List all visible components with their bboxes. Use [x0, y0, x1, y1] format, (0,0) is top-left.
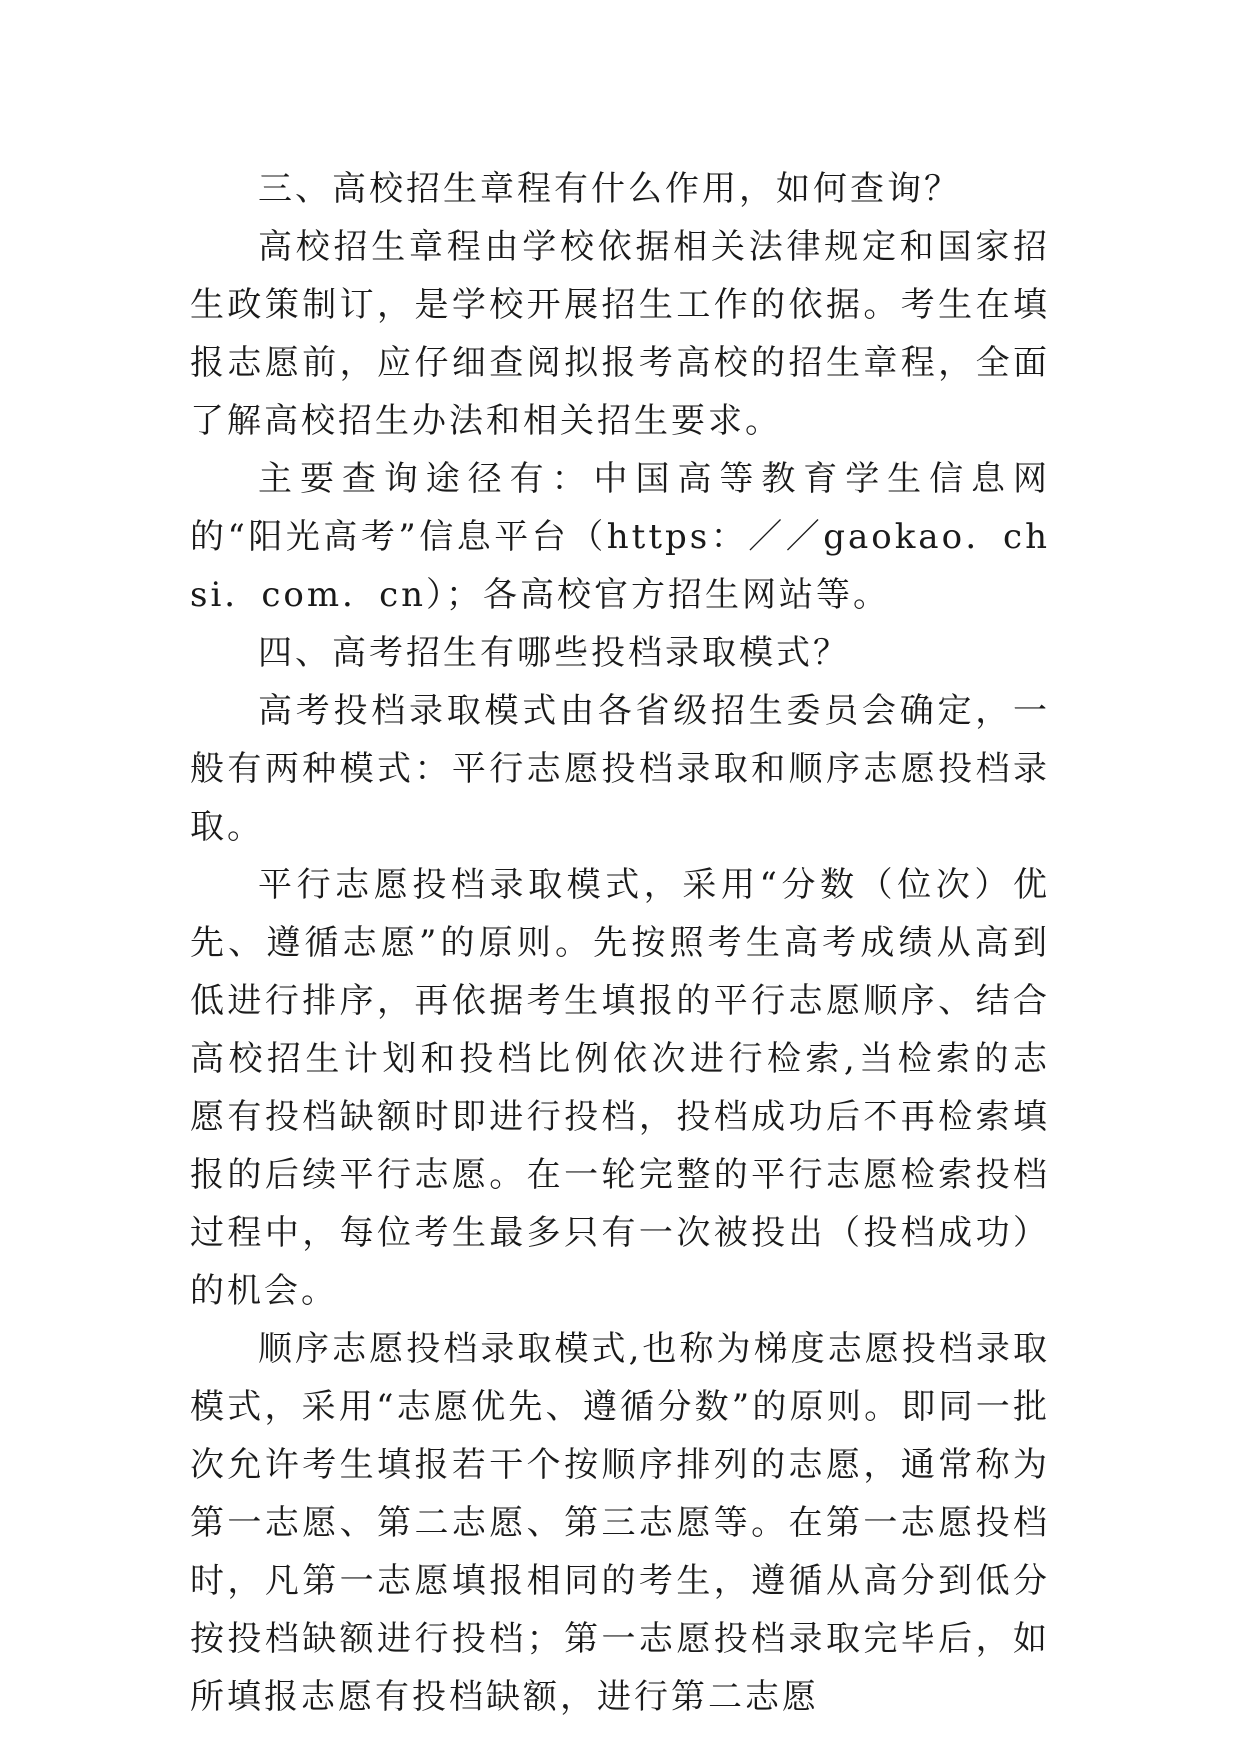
paragraph-parallel-mode: 平行志愿投档录取模式，采用“分数（位次）优先、遵循志愿”的原则。先按照考生高考成绩从高到低进行排序，再依据考生填报的平行志愿顺序、结合高校招生计划和投档比例依次进行检索,当检索的志愿有投档缺额时即进行投档，投档成功后不再检索填报的后续平行志愿。在一轮完整的平行志愿检索投档过程中，每位考生最多只有一次被投出（投档成功）的机会。 — [190, 865, 1050, 1311]
section-heading-3: 三、高校招生章程有什么作用，如何查询？ — [258, 169, 961, 209]
document-body — [190, 160, 1050, 1726]
paragraph-admission-charter: 高校招生章程由学校依据相关法律规定和国家招生政策制订，是学校开展招生工作的依据。考生在填报志愿前，应仔细查阅拟报考高校的招生章程，全面了解高校招生办法和相关招生要求。 — [190, 227, 1050, 441]
paragraph-query-channels: 主要查询途径有：中国高等教育学生信息网的“阳光高考”信息平台（https：／／gaokao．chsi．com．cn）；各高校官方招生网站等。 — [190, 459, 1050, 615]
paragraph-admission-modes: 高考投档录取模式由各省级招生委员会确定，一般有两种模式：平行志愿投档录取和顺序志愿投档录取。 — [190, 691, 1050, 847]
paragraph-sequential-mode: 顺序志愿投档录取模式,也称为梯度志愿投档录取模式，采用“志愿优先、遵循分数”的原则。即同一批次允许考生填报若干个按顺序排列的志愿，通常称为第一志愿、第二志愿、第三志愿等。在第一志愿投档时，凡第一志愿填报相同的考生，遵循从高分到低分按投档缺额进行投档；第一志愿投档录取完毕后，如所填报志愿有投档缺额，进行第二志愿 — [190, 1329, 1050, 1717]
section-heading-4: 四、高考招生有哪些投档录取模式？ — [258, 633, 850, 673]
